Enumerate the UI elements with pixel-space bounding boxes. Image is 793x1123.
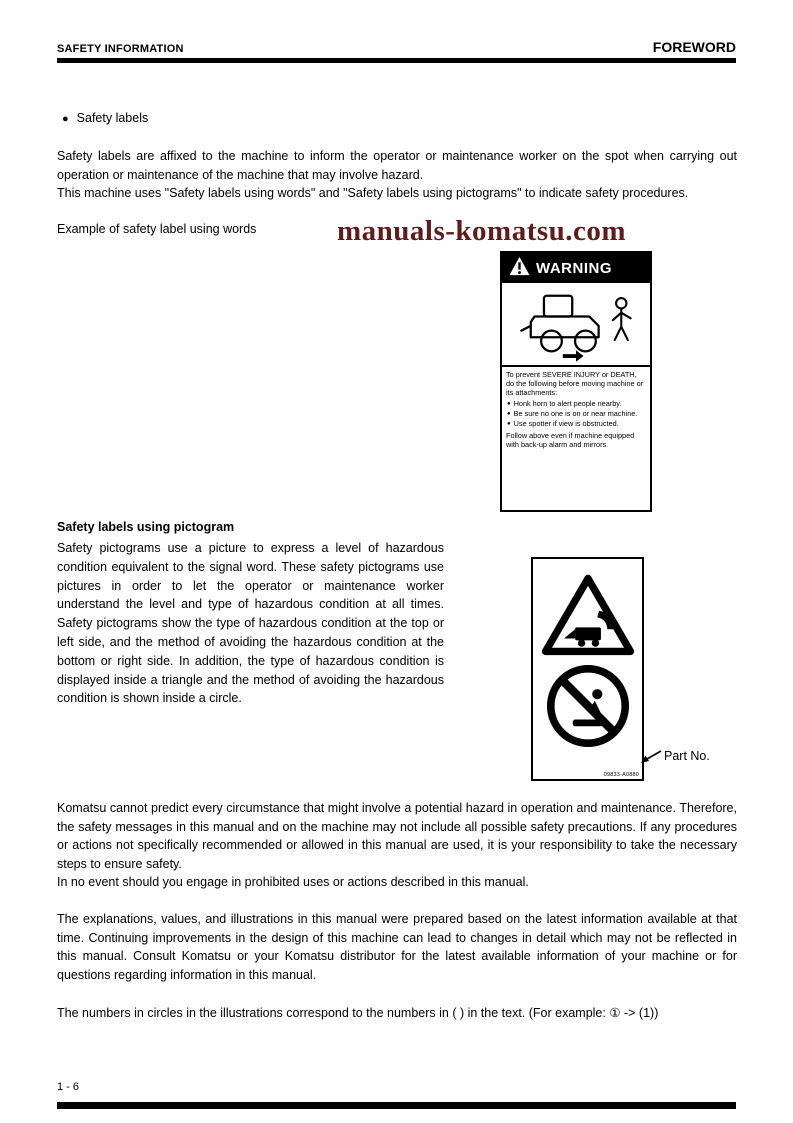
pictogram-section-heading: Safety labels using pictogram: [57, 520, 235, 534]
bullet-icon: ●: [62, 113, 69, 125]
part-no-arrow-icon: [640, 747, 662, 765]
header-section-title: SAFETY INFORMATION: [57, 43, 184, 55]
warning-label-example: [500, 251, 652, 512]
safety-labels-bullet-item: [62, 111, 148, 125]
warning-bullet-list: [507, 400, 646, 428]
footer-rule: [57, 1102, 736, 1109]
hazard-triangle-icon: [540, 572, 636, 657]
part-no-label: Part No.: [664, 749, 710, 763]
warning-outro-text: Follow above even if machine equipped with back-up alarm and mirrors.: [506, 430, 635, 449]
warning-label-header: [502, 253, 650, 283]
header-rule: [57, 58, 736, 63]
part-code: 09833-A0880: [603, 772, 639, 778]
circled-numbers-paragraph: The numbers in circles in the illustrations correspond to the numbers in ( ) in the text. (For example: ① -> (1)): [57, 1006, 659, 1020]
part-no-annotation: [640, 747, 710, 765]
header-chapter-title: FOREWORD: [652, 39, 736, 55]
watermark: manuals-komatsu.com: [337, 215, 627, 247]
disclaimer-paragraph-2: In no event should you engage in prohibited uses or actions described in this manual.: [57, 875, 529, 890]
bullet-icon: ●: [507, 401, 511, 408]
prohibition-circle-icon: [544, 662, 632, 750]
page-number: 1 - 6: [57, 1081, 80, 1093]
warning-triangle-icon: [508, 256, 531, 281]
warning-intro-text: To prevent SEVERE INJURY or DEATH, do the following before moving machine or its attachments:: [506, 370, 644, 397]
revisions-paragraph-block: [57, 910, 737, 984]
intro-paragraph-1: Safety labels are affixed to the machine to inform the operator or maintenance worker on the spot when carrying out operation or maintenance of the machine that may involve hazard.: [57, 149, 737, 182]
machine-illustration: [502, 283, 650, 365]
warning-bullet-item: ● Honk horn to alert people nearby.: [507, 399, 622, 409]
disclaimer-paragraph-1: Komatsu cannot predict every circumstance that might involve a potential hazard in operation and maintenance. Therefore, the safety messages in this manual and on the machine may not include all possible safety precautions. If any procedures or actions not specifically recommended or allowed in this manual are used, it is your responsibility to take the necessary steps to ensure safety.: [57, 801, 737, 871]
disclaimer-paragraphs: [57, 799, 737, 892]
pictogram-label-example: [531, 557, 644, 781]
pictogram-paragraph: Safety pictograms use a picture to express a level of hazardous condition equivalent to the signal word. These safety pictograms use pictures in order to let the operator or maintenance worker understand the level and type of hazardous condition at all times. Safety pictograms show the type of hazardous condition at the top or left side, and the method of avoiding the hazardous condition at the bottom or right side. In addition, the type of hazardous condition is displayed inside a triangle and the method of avoiding the hazardous condition is shown inside a circle.: [57, 541, 444, 706]
revisions-paragraph: The explanations, values, and illustrations in this manual were prepared based on the latest information available at that time. Continuing improvements in the design of this machine can lead to changes in detail which may not be reflected in this manual. Consult Komatsu or your Komatsu distributor for the latest available information of your machine or for questions regarding information in this manual.: [57, 912, 737, 982]
warning-bullet-item: ● Use spotter if view is obstructed.: [507, 418, 619, 428]
circled-numbers-paragraph-block: [57, 1004, 737, 1023]
bullet-icon: ●: [507, 420, 511, 427]
safety-labels-bullet-label: Safety labels: [76, 111, 149, 125]
warning-label-text: [502, 365, 650, 510]
intro-paragraphs: [57, 147, 737, 203]
warning-title: WARNING: [536, 259, 612, 277]
warning-bullet-item: ● Be sure no one is on or near machine.: [507, 409, 638, 419]
example-words-caption: Example of safety label using words: [57, 222, 257, 236]
bullet-icon: ●: [507, 411, 511, 418]
intro-paragraph-2: This machine uses "Safety labels using words" and "Safety labels using pictograms" to indicate safety procedures.: [57, 186, 689, 201]
